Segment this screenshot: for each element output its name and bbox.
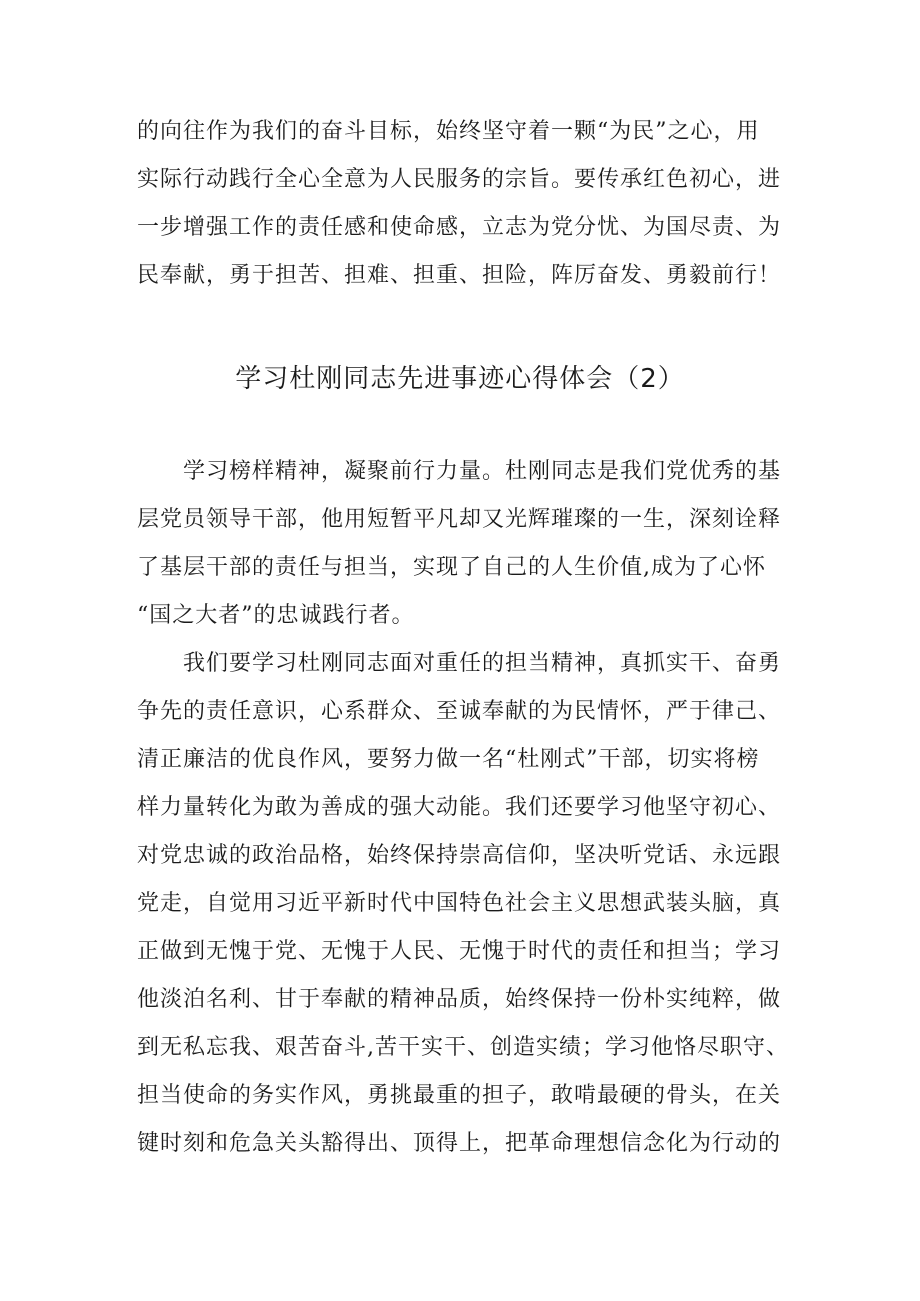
text-line: 学习榜样精神，凝聚前行力量。杜刚同志是我们党优秀的基 (183, 459, 782, 484)
text-line: 争先的责任意识，心系群众、至诚奉献的为民情怀，严于律己、 (137, 699, 782, 724)
text-line: 党走，自觉用习近平新时代中国特色社会主义思想武装头脑，真 (137, 891, 782, 916)
text-line: 实际行动践行全心全意为人民服务的宗旨。要传承红色初心，进 (137, 167, 782, 192)
text-line: 他淡泊名利、甘于奉献的精神品质，始终保持一份朴实纯粹，做 (137, 987, 782, 1012)
text-line: 清正廉洁的优良作风，要努力做一名“杜刚式”干部，切实将榜 (137, 747, 760, 772)
text-line: 民奉献，勇于担苦、担难、担重、担险，阵厉奋发、勇毅前行！ (137, 263, 782, 288)
text-line: 一步增强工作的责任感和使命感，立志为党分忧、为国尽责、为 (137, 215, 782, 240)
text-line: 对党忠诚的政治品格，始终保持崇高信仰，坚决听党话、永远跟 (137, 843, 782, 868)
text-line: 的向往作为我们的奋斗目标，始终坚守着一颗“为民”之心，用 (137, 119, 760, 144)
text-line: “国之大者”的忠诚践行者。 (137, 603, 415, 628)
text-line: 正做到无愧于党、无愧于人民、无愧于时代的责任和担当；学习 (137, 939, 782, 964)
text-line: 层党员领导干部，他用短暂平凡却又光辉璀璨的一生，深刻诠释 (137, 507, 782, 532)
text-line: 担当使命的务实作风，勇挑最重的担子，敢啃最硬的骨头，在关 (137, 1083, 782, 1108)
text-line: 样力量转化为敢为善成的强大动能。我们还要学习他坚守初心、 (137, 795, 782, 820)
text-line: 键时刻和危急关头豁得出、顶得上，把革命理想信念化为行动的 (137, 1131, 782, 1156)
text-line: 我们要学习杜刚同志面对重任的担当精神，真抓实干、奋勇 (183, 651, 782, 676)
text-line: 到无私忘我、艰苦奋斗,苦干实干、创造实绩；学习他恪尽职守、 (137, 1035, 789, 1060)
text-line: 了基层干部的责任与担当，实现了自己的人生价值,成为了心怀 (137, 555, 766, 580)
section-heading: 学习杜刚同志先进事迹心得体会（2） (235, 364, 685, 394)
